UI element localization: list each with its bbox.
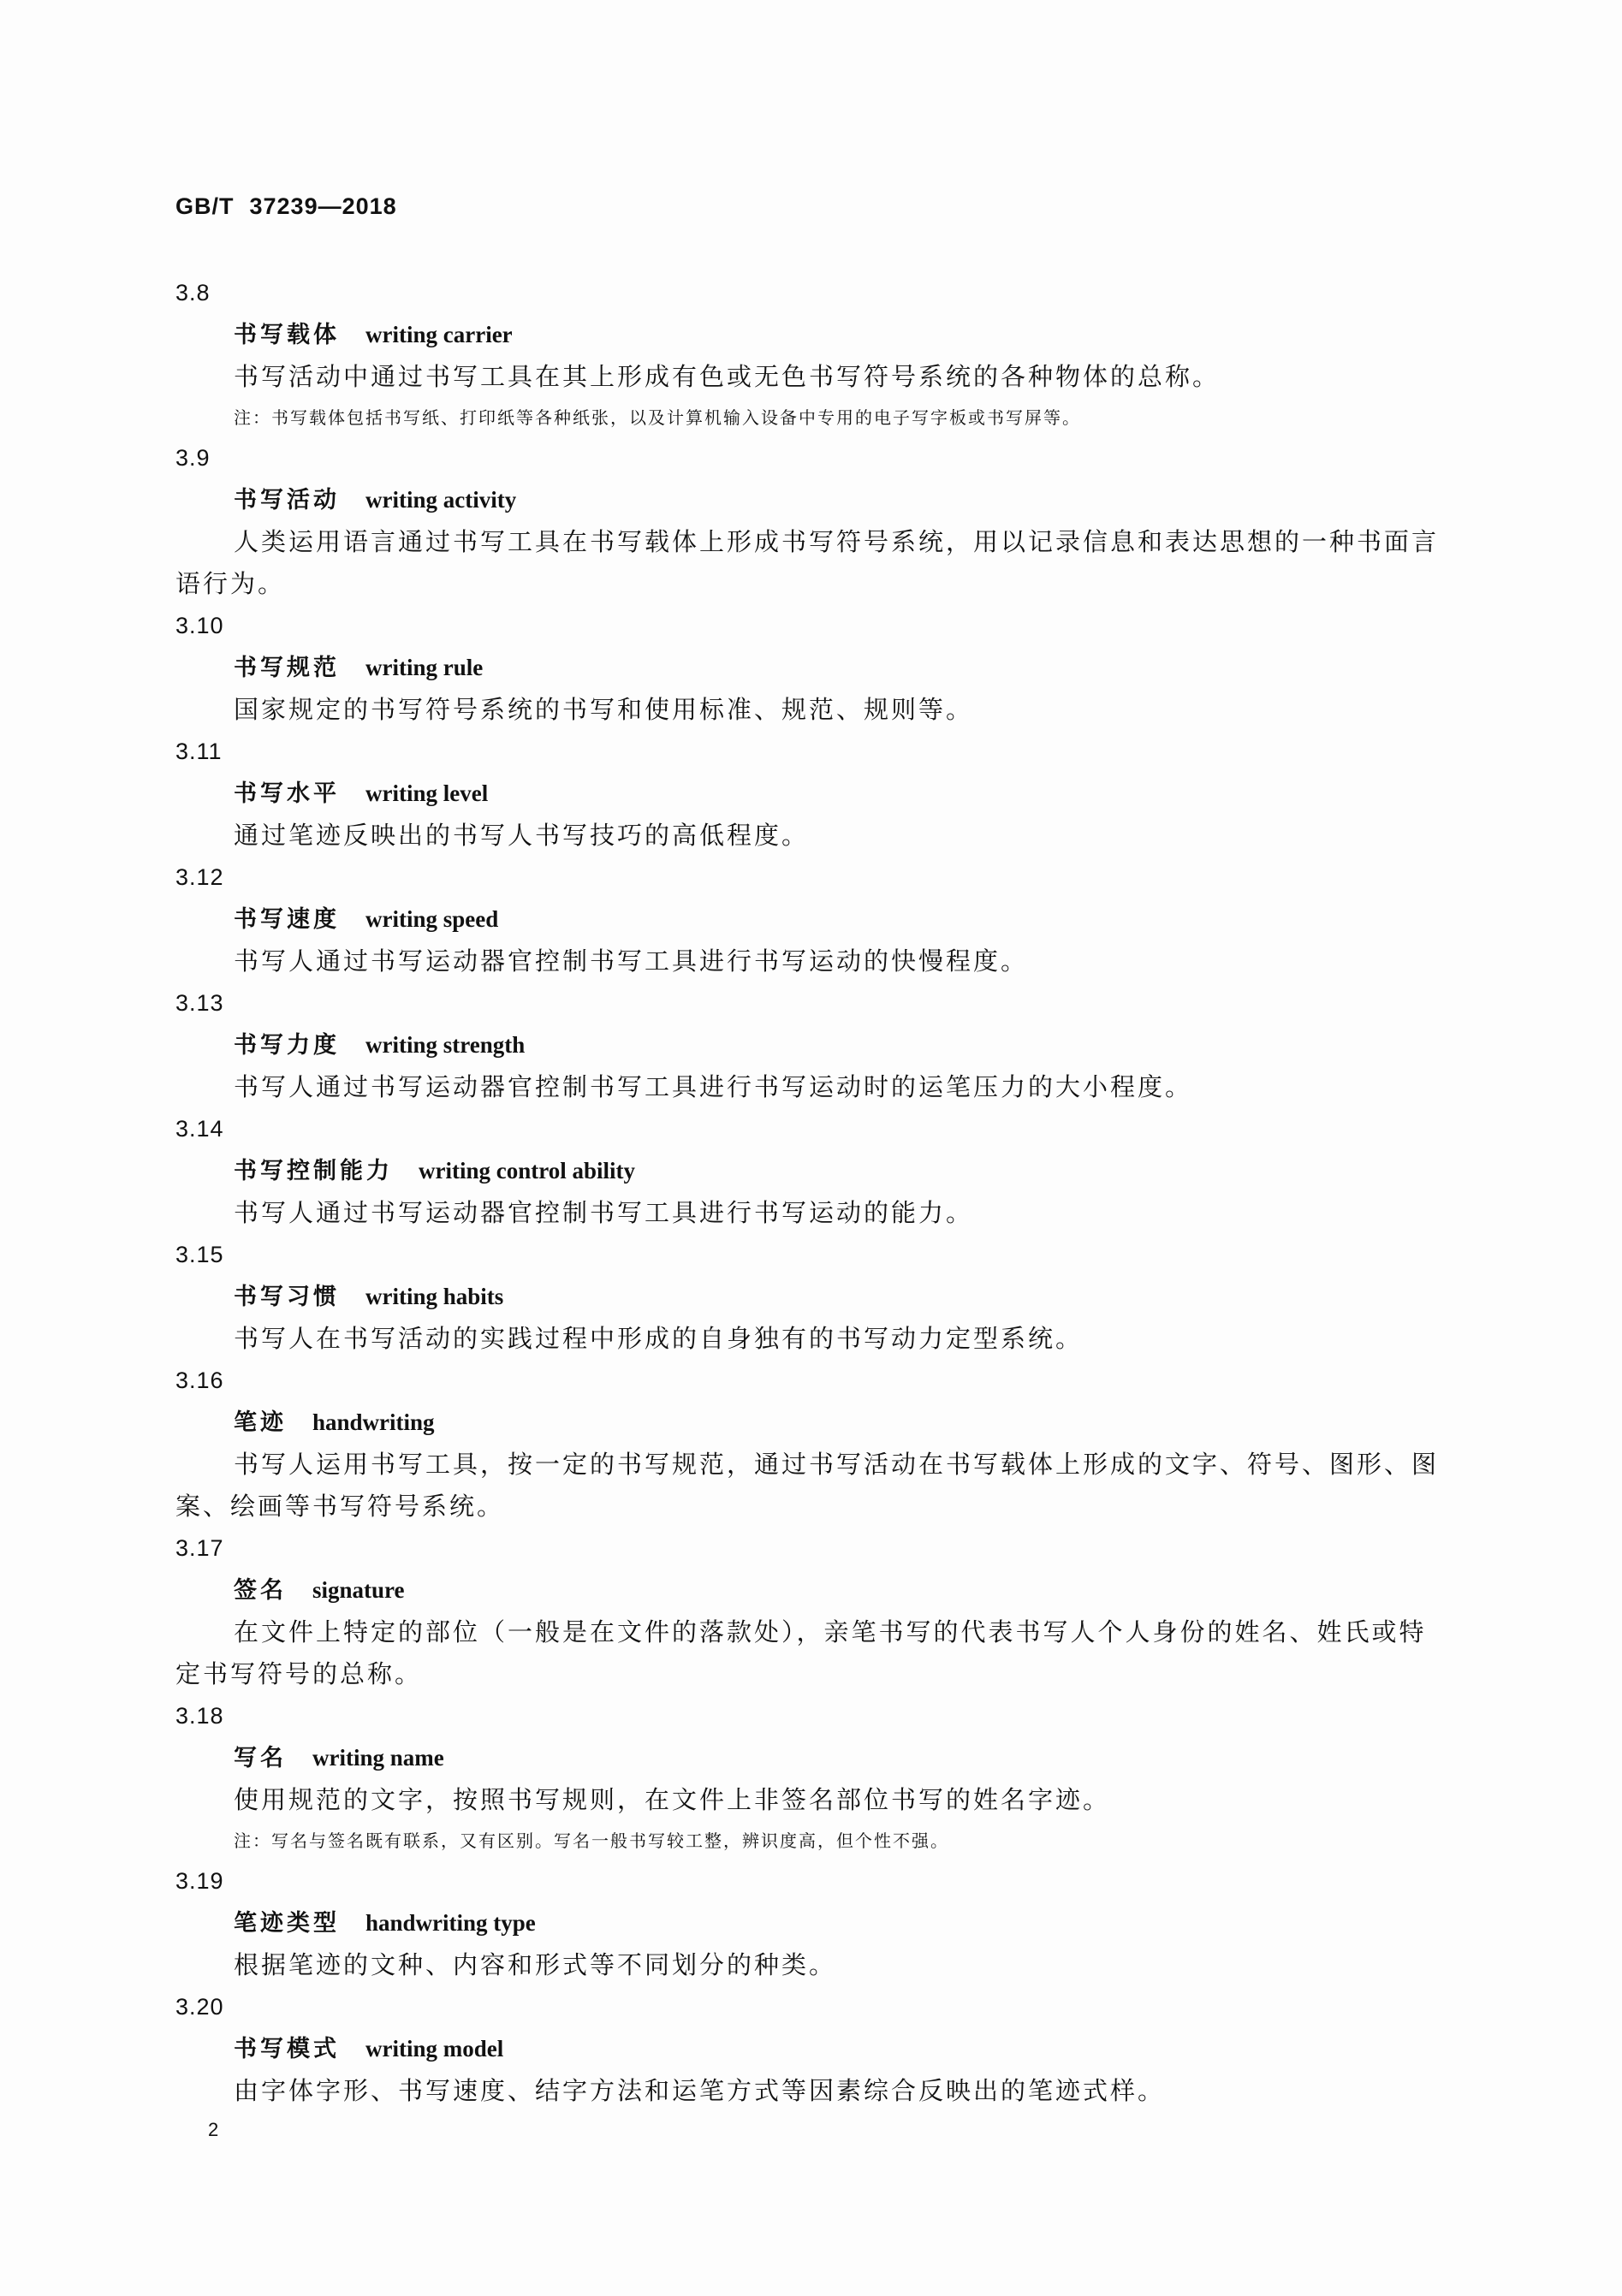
entry-definition: 人类运用语言通过书写工具在书写载体上形成书写符号系统，用以记录信息和表达思想的一种书面言语行为。 <box>175 527 1440 598</box>
entry-number: 3.17 <box>175 1535 224 1561</box>
entry-term <box>175 1024 1442 1066</box>
term-entry <box>175 1695 1442 1860</box>
entry-note: 注：书写载体包括书写纸、打印纸等各种纸张，以及计算机输入设备中专用的电子写字板或书写屏等。 <box>234 407 1081 428</box>
entry-term <box>175 479 1442 521</box>
term-entry <box>175 1234 1442 1360</box>
entry-term <box>175 773 1442 815</box>
entry-number: 3.13 <box>175 990 224 1016</box>
entry-term <box>175 1902 1442 1944</box>
term-english: signature <box>312 1577 405 1603</box>
term-english: writing name <box>312 1745 444 1771</box>
entry-number: 3.18 <box>175 1703 224 1729</box>
entry-definition: 由字体字形、书写速度、结字方法和运笔方式等因素综合反映出的笔迹式样。 <box>234 2076 1166 2105</box>
term-chinese: 书写习惯 <box>234 1284 340 1310</box>
term-entry <box>175 1108 1442 1234</box>
term-entry <box>175 1986 1442 2112</box>
term-entry <box>175 1528 1442 1695</box>
entry-number: 3.14 <box>175 1116 224 1142</box>
term-english: writing activity <box>365 487 517 513</box>
term-entry <box>175 437 1442 605</box>
entry-definition: 书写活动中通过书写工具在其上形成有色或无色书写符号系统的各种物体的总称。 <box>234 362 1221 391</box>
entry-term <box>175 899 1442 940</box>
entry-number: 3.10 <box>175 613 224 638</box>
entry-term <box>175 2028 1442 2070</box>
term-chinese: 书写速度 <box>234 906 340 933</box>
term-chinese: 写名 <box>234 1745 287 1771</box>
term-english: handwriting <box>312 1409 435 1435</box>
term-entry <box>175 272 1442 437</box>
entry-definition: 书写人在书写活动的实践过程中形成的自身独有的书写动力定型系统。 <box>234 1324 1084 1353</box>
term-english: writing level <box>365 780 489 806</box>
entry-number: 3.8 <box>175 280 211 306</box>
entry-number: 3.12 <box>175 864 224 890</box>
term-english: writing habits <box>365 1284 504 1309</box>
term-chinese: 笔迹 <box>234 1409 287 1436</box>
term-english: writing control ability <box>419 1158 635 1184</box>
entry-definition: 书写人通过书写运动器官控制书写工具进行书写运动的快慢程度。 <box>234 946 1029 976</box>
entry-term <box>175 647 1442 689</box>
entry-definition: 通过笔迹反映出的书写人书写技巧的高低程度。 <box>234 821 810 850</box>
entry-definition: 书写人通过书写运动器官控制书写工具进行书写运动时的运笔压力的大小程度。 <box>234 1072 1193 1101</box>
entry-number: 3.19 <box>175 1868 224 1894</box>
term-english: writing model <box>365 2036 504 2062</box>
entry-number: 3.11 <box>175 739 223 764</box>
entry-term <box>175 1737 1442 1779</box>
entry-number: 3.20 <box>175 1994 224 2020</box>
entry-number: 3.16 <box>175 1368 224 1393</box>
term-english: writing carrier <box>365 322 513 347</box>
term-english: writing rule <box>365 655 484 680</box>
entry-term <box>175 1150 1442 1192</box>
term-entry <box>175 1860 1442 1986</box>
term-chinese: 书写力度 <box>234 1032 340 1059</box>
entry-term <box>175 1276 1442 1318</box>
term-entry <box>175 605 1442 731</box>
term-chinese: 书写规范 <box>234 655 340 681</box>
entry-definition: 国家规定的书写符号系统的书写和使用标准、规范、规则等。 <box>234 695 974 724</box>
term-chinese: 笔迹类型 <box>234 1910 340 1937</box>
standard-number: 37239—2018 <box>249 193 397 219</box>
term-entry <box>175 857 1442 982</box>
term-chinese: 书写控制能力 <box>234 1158 393 1184</box>
term-chinese: 书写载体 <box>234 322 340 348</box>
standard-header <box>175 193 413 220</box>
entry-definition: 在文件上特定的部位（一般是在文件的落款处），亲笔书写的代表书写人个人身份的姓名、姓氏或特定书写符号的总称。 <box>175 1617 1427 1688</box>
term-entry <box>175 982 1442 1108</box>
entry-term <box>175 1402 1442 1444</box>
standard-code: GB/T <box>175 193 235 219</box>
entry-definition: 根据笔迹的文种、内容和形式等不同划分的种类。 <box>234 1950 837 1979</box>
term-chinese: 签名 <box>234 1577 287 1604</box>
term-entries <box>175 272 1442 2112</box>
term-entry <box>175 1360 1442 1528</box>
page-number: 2 <box>208 2119 219 2140</box>
entry-definition: 书写人运用书写工具，按一定的书写规范，通过书写活动在书写载体上形成的文字、符号、图形、图案、绘画等书写符号系统。 <box>175 1450 1440 1521</box>
term-english: writing speed <box>365 906 499 932</box>
term-english: handwriting type <box>365 1910 536 1936</box>
term-chinese: 书写活动 <box>234 487 340 513</box>
term-chinese: 书写水平 <box>234 780 340 807</box>
entry-term <box>175 1569 1442 1611</box>
entry-definition: 书写人通过书写运动器官控制书写工具进行书写运动的能力。 <box>234 1198 974 1227</box>
entry-note: 注：写名与签名既有联系，又有区别。写名一般书写较工整，辨识度高，但个性不强。 <box>234 1830 949 1851</box>
term-chinese: 书写模式 <box>234 2036 340 2062</box>
term-english: writing strength <box>365 1032 526 1058</box>
term-entry <box>175 731 1442 857</box>
entry-number: 3.15 <box>175 1242 224 1267</box>
entry-number: 3.9 <box>175 445 211 471</box>
entry-term <box>175 314 1442 356</box>
entry-definition: 使用规范的文字，按照书写规则，在文件上非签名部位书写的姓名字迹。 <box>234 1785 1111 1814</box>
